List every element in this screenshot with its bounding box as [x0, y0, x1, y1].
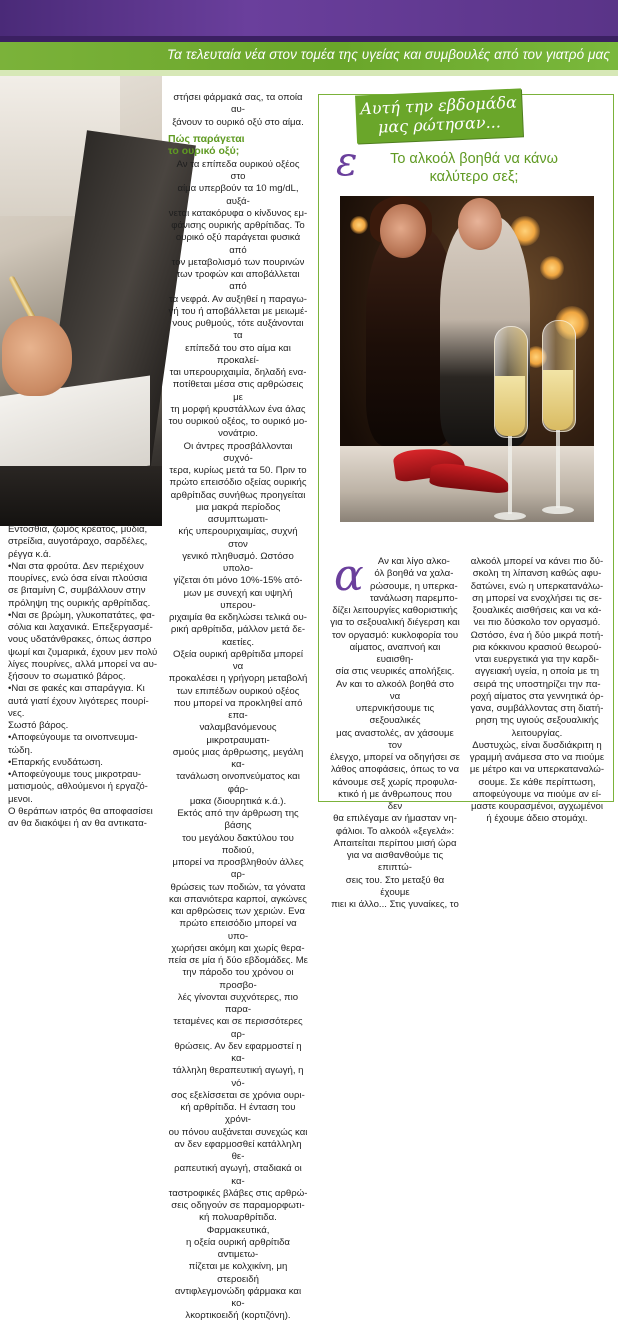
text-line: νες.: [8, 707, 25, 719]
column-a: [8, 524, 158, 830]
question-text: [374, 150, 574, 186]
text-line: σκολη τη λίπανση καθώς αφυ-: [472, 568, 602, 580]
text-line: δατώνει, ενώ η υπερκατανάλω-: [470, 580, 604, 592]
couple-champagne-photo: [340, 196, 594, 522]
text-line: •Αποφεύγουμε τους μικροτραυ-: [8, 769, 142, 780]
text-line: Εντοσθια, ζωμός κρέατος, μύδια,: [8, 524, 148, 535]
text-line: ποτίθεται μέσα στις αρθρώσεις με: [172, 379, 304, 403]
text-line: σία στις νευρικές απολήξεις.: [335, 666, 455, 678]
question-letter: ε: [336, 139, 358, 185]
man-face: [458, 198, 502, 250]
text-line: λκορτικοειδή (κορτιζόνη).: [185, 1310, 291, 1322]
text-line: ναλαμβανόμενους μικροτραυματι-: [199, 722, 277, 746]
text-line: τανάλωση οινοπνεύματος και φάρ-: [176, 771, 300, 795]
text-line: Αν και το αλκοόλ βοηθά στο να: [336, 678, 454, 702]
text-line: λάθος αποφάσεις, όπως το να: [330, 764, 460, 776]
text-line: μενοι.: [8, 793, 33, 805]
text-line: ρική αρθρίτιδα, μάλλον μετά δε-: [170, 624, 306, 636]
text-line: ση μπορεί να ενοχλήσει τις σε-: [472, 592, 602, 604]
text-line: αλκοόλ μπορεί να κάνει πιο δύ-: [470, 556, 604, 567]
text-line: του μεγάλου δακτύλου του ποδιού,: [182, 832, 294, 856]
text-line: πίζεται με κολχικίνη, μη στεροειδή: [188, 1261, 288, 1285]
text-line: γίζεται ότι μόνο 10%-15% ατό-: [173, 575, 303, 587]
week-title: [355, 92, 522, 137]
text-line: λίγες πουρίνες, αλλά μπορεί να αυ-: [8, 658, 158, 670]
text-line: σμούς μιας άρθρωσης, μεγάλη κα-: [172, 746, 304, 770]
header-bar: [0, 42, 618, 70]
text-line: φάνισης ουρικής αρθρίτιδας. Το: [171, 220, 305, 231]
text-line: αίμα υπερβούν τα 10 mg/dL, αυξά-: [177, 183, 299, 207]
text-line: σε βιταμίνη C, συμβάλλουν στην: [8, 585, 146, 597]
text-line: αγγειακή υγεία, η οποία με τη: [474, 666, 600, 678]
week-title-line1: Αυτή την εβδομάδα: [359, 92, 518, 119]
text-line: τάλληλη θεραπευτική αγωγή, η νό-: [172, 1065, 304, 1089]
drop-cap: α: [334, 550, 364, 601]
text-line: μας αναστολές, αν χάσουμε τον: [336, 727, 454, 751]
text-line: •Αποφεύγουμε τα οινοπνευμα-: [8, 732, 138, 744]
text-line: ξάνουν το ουρικό οξύ στο αίμα.: [172, 116, 304, 128]
text-line: νει πιο δύσκολο τον οργασμό.: [473, 617, 601, 629]
text-line: νους υδατάνθρακες, όπως άσπρο: [8, 634, 152, 646]
text-line: σος εξελίσσεται σε χρόνια ουρι-: [171, 1089, 305, 1101]
text-line: στρείδια, αυγοτάραχο, σαρδέλες,: [8, 536, 148, 548]
text-line: δίζει λειτουργίες καθοριστικής: [332, 605, 458, 616]
text-line: σεις του. Στο μεταξύ θα έχουμε: [345, 874, 445, 898]
text-line: μια μακρά περίοδος ασυμπτωματι-: [195, 501, 281, 525]
woman-face: [380, 204, 426, 258]
text-line: προκαλέσει η γρήγορη μεταβολή: [168, 673, 308, 685]
text-line: και αρθρώσεις των χεριών. Ενα: [171, 906, 305, 917]
text-line: νονάτριο.: [218, 428, 258, 440]
photo-hand: [2, 316, 72, 396]
text-line: ταστροφικές βλάβες στις αρθρώ-: [168, 1187, 308, 1199]
text-line: την πάροδο του χρόνου οι προσβο-: [182, 967, 294, 991]
text-line: Ο θεράπων ιατρός θα αποφασίσει: [8, 805, 153, 817]
top-purple-band: [0, 0, 618, 42]
text-line: Ωστόσο, ένα ή δύο μικρά ποτή-: [470, 629, 604, 641]
column-b-intro: [168, 92, 308, 129]
text-line: πρώτο επεισόδιο μπορεί να υπο-: [179, 918, 297, 942]
text-line: επίπεδά του στο αίμα και προκαλεί-: [185, 342, 291, 366]
text-line: μων με συνεχή και υψηλή υπερου-: [183, 587, 293, 611]
text-line: Δυστυχώς, είναι δυσδιάκριτη η: [472, 739, 602, 751]
text-line: κή αρθρίτιδα. Η ένταση του χρόνι-: [180, 1102, 296, 1126]
champagne-glass: [538, 320, 578, 520]
text-line: αίματος, αναπνοή και ευαισθη-: [349, 641, 441, 665]
text-line: νους ρυθμούς, τότε αυξάνονται τα: [172, 318, 304, 342]
section-heading-line1: Πώς παράγεται: [168, 132, 245, 145]
bokeh-light: [540, 256, 564, 280]
column-b: [168, 92, 308, 1323]
text-line: κτικό ή με άνθρωπους που δεν: [338, 788, 452, 812]
text-line: τώδη.: [8, 744, 33, 756]
column-c-body: [330, 550, 460, 911]
column-b-body: [168, 159, 308, 1323]
text-line: Απαιτείται περίπου μισή ώρα: [333, 837, 457, 849]
champagne-glass: [490, 326, 530, 526]
text-line: που μπορεί να προκληθεί από επα-: [173, 697, 303, 721]
text-line: γή του ή αποβάλλεται με μειωμέ-: [168, 305, 308, 317]
text-line: αντιφλεγμονώδη φάρμακα και κο-: [174, 1285, 302, 1309]
text-line: με μέτρο και να υπερκαταναλώ-: [469, 764, 605, 776]
text-line: •Ναι στα φρούτα. Δεν περιέχουν: [8, 560, 144, 572]
text-line: σόλια και λαχανικά. Επεξεργασμέ-: [8, 622, 153, 633]
text-line: ρέγγα κ.ά.: [8, 548, 52, 560]
text-line: τα νεφρά. Αν αυξηθεί η παραγω-: [168, 293, 307, 305]
text-line: η οξεία ουρική αρθρίτιδα αντιμετω-: [186, 1236, 290, 1260]
week-title-line2: μας ρώτησαν...: [377, 112, 502, 137]
text-line: ου πόνου αυξάνεται συνεχώς και: [168, 1126, 308, 1138]
text-line: αυτά γιατί έχουν λιγότερες πουρί-: [8, 695, 149, 707]
text-line: σουμε. Σε κάθε περίπτωση,: [478, 776, 596, 788]
text-line: λειτουργίας.: [511, 727, 563, 739]
text-line: μακα (διουρητικά κ.ά.).: [189, 795, 287, 807]
text-line: αν δεν εφαρμοσθεί κατάλληλη θε-: [174, 1138, 302, 1162]
text-line: ξουαλικές αισθήσεις και να κά-: [472, 605, 602, 616]
text-line: ματισμούς, αθλούμενοι ή εργαζό-: [8, 781, 148, 793]
text-line: ψωμί και ζυμαρικά, έχουν μεν πολύ: [8, 646, 158, 658]
text-line: του ουρικού οξέος, το ουρικό μο-: [168, 416, 308, 427]
text-line: γενικό πληθυσμό. Ωστόσο υπολο-: [182, 550, 294, 574]
photo-table: [0, 466, 162, 526]
doctor-writing-photo: [0, 76, 162, 518]
text-line: καετίες.: [222, 636, 254, 648]
text-line: χωρήσει ακόμη και χωρίς θερα-: [171, 942, 305, 954]
text-line: πουρίνες, ενώ όσα είναι πλούσια: [8, 573, 148, 584]
week-title-box: [355, 88, 523, 143]
text-line: νεται κατακόρυφα ο κίνδυνος εμ-: [168, 207, 308, 219]
text-line: •Επαρκής ενυδάτωση.: [8, 756, 103, 768]
text-line: ρώσουμε, η υπερκα-: [370, 580, 458, 592]
text-line: ραπευτική αγωγή, σταδιακά οι κα-: [174, 1163, 302, 1187]
text-line: ρηση της υγιούς σεξουαλικής: [475, 715, 599, 727]
text-line: •Ναι σε φακές και σπαράγγια. Κι: [8, 683, 145, 695]
text-line: ροχή αίματος στα γεννητικά όρ-: [470, 690, 604, 702]
text-line: γραμμή ανάμεσα στο να πιούμε: [469, 752, 605, 763]
text-line: πρόληψη της ουρικής αρθρίτιδας.: [8, 597, 151, 609]
text-line: ουρικό οξύ παράγεται φυσικά από: [175, 232, 301, 256]
text-line: αποφεύγουμε να πιούμε αν εί-: [472, 788, 602, 800]
text-line: τερα, κυρίως μετά τα 50. Πριν το: [169, 465, 307, 476]
text-line: τανάλωση παρεμπο-: [369, 592, 458, 604]
section-heading-line2: το ουρικό οξύ;: [168, 144, 240, 157]
question-line2: καλύτερο σεξ;: [429, 169, 519, 185]
text-line: πιει κι άλλο... Στις γυναίκες, το: [331, 899, 459, 910]
text-line: ται υπερουριχαιμία, δηλαδή ενα-: [169, 367, 307, 378]
text-line: αν θα διακόψει ή αν θα αντικατα-: [8, 818, 147, 829]
text-line: ριχαιμία θα εκδηλώσει τελικά ου-: [169, 612, 307, 623]
text-line: Οξεία ουρική αρθρίτιδα μπορεί να: [173, 648, 303, 672]
text-line: σειρά της υποστηρίζει την πα-: [473, 678, 601, 690]
text-line: έλεγχο, μπορεί να οδηγήσει σε: [330, 752, 460, 763]
text-line: πεία σε μία ή δύο εβδομάδες. Με: [168, 955, 308, 966]
text-line: θρώσεις. Αν δεν εφαρμοστεί η κα-: [174, 1040, 302, 1064]
text-line: κάνουμε σεξ χωρίς προφυλα-: [332, 776, 458, 788]
text-line: υπερνικήσουμε τις σεξουαλικές: [355, 703, 435, 727]
text-line: των τροφών και αποβάλλεται από: [176, 269, 300, 293]
text-line: λές γίνονται συχνότερες, πιο παρα-: [177, 991, 299, 1015]
text-line: ρια κόκκινου κρασιού θεωρού-: [472, 641, 602, 653]
question-line1: Το αλκοόλ βοηθά να κάνω: [390, 151, 558, 167]
text-line: ή έχουμε άδειο στομάχι.: [486, 813, 588, 825]
text-line: τον οργασμό: κυκλοφορία του: [331, 629, 459, 641]
text-line: θα επιλέγαμε αν ήμασταν νη-: [333, 813, 457, 825]
text-line: Εκτός από την άρθρωση της βάσης: [177, 808, 299, 832]
text-line: γανα, συμβάλλοντας στη διατή-: [470, 703, 604, 714]
text-line: τον μεταβολισμό των πουρινών: [171, 256, 305, 268]
text-line: και σπανιότερα καρποί, αγκώνες: [169, 893, 307, 905]
text-line: Αν και λίγο αλκο-: [377, 556, 450, 567]
section-heading: [168, 133, 308, 157]
text-line: όλ βοηθά να χαλα-: [374, 568, 454, 580]
text-line: κής υπερουριχαιμίας, συχνή στον: [178, 526, 298, 550]
text-line: των επιπέδων ουρικού οξέος: [176, 685, 300, 697]
header-title: Τα τελευταία νέα στον τομέα της υγείας και συμβουλές από τον γιατρό μας: [166, 47, 610, 62]
text-line: στήσει φάρμακά σας, τα οποία αυ-: [173, 92, 303, 116]
text-line: σεις οδηγούν σε παραμορφωτι-: [171, 1200, 305, 1211]
bokeh-light: [350, 216, 368, 234]
text-line: Σωστό βάρος.: [8, 720, 69, 731]
text-line: αρθρίτιδας συνήθως προηγείται: [170, 489, 306, 501]
text-line: μαστε κουρασμένοι, αγχωμένοι: [471, 801, 603, 812]
text-line: τεταμένες και σε περισσότερες αρ-: [173, 1016, 303, 1040]
text-line: Οι άντρες προσβάλλονται συχνό-: [183, 440, 293, 464]
text-line: τη μορφή κρυστάλλων ένα άλας: [170, 403, 306, 415]
text-line: Αν τα επίπεδα ουρικού οξέος στο: [176, 158, 300, 182]
column-c: [330, 550, 460, 911]
text-line: πρώτο επεισόδιο οξείας ουρικής: [169, 477, 307, 489]
text-line: κή πολυαρθρίτιδα. Φαρμακευτικά,: [199, 1212, 277, 1236]
text-line: μπορεί να προσβληθούν άλλες αρ-: [172, 857, 304, 881]
text-line: για το σεξουαλική διέγερση και: [330, 617, 460, 629]
column-d: [468, 556, 606, 826]
text-line: φάλιοι. Το αλκοόλ «ξεγελά»:: [335, 825, 455, 837]
text-line: θρώσεις των ποδιών, τα γόνατα: [170, 881, 306, 893]
text-line: για να αισθανθούμε τις επιπτώ-: [346, 850, 444, 874]
text-line: ξήσουν το σωματικό βάρος.: [8, 671, 126, 682]
text-line: •Ναι σε βρώμη, γλυκοπατάτες, φα-: [8, 609, 155, 621]
text-line: νται ευεργετικά για την καρδι-: [474, 654, 600, 665]
